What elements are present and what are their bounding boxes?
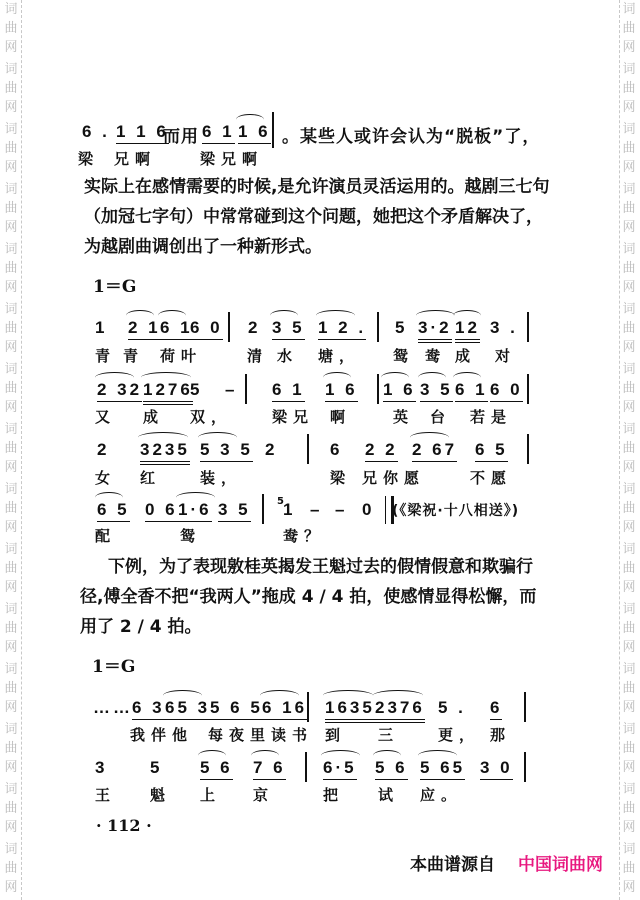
slur [95, 372, 134, 383]
lyric: 三 [378, 726, 400, 744]
watermark-char: 网 [622, 340, 636, 355]
watermark-char: 网 [4, 280, 18, 295]
lyric: 成 [143, 408, 165, 426]
slur [198, 432, 237, 443]
watermark-char: 曲 [4, 501, 18, 516]
note-group: 12 [455, 318, 480, 343]
note-group: 6·5 [323, 758, 357, 780]
note-group: 3 5 [420, 380, 453, 402]
lyric: 每夜里读书 [208, 726, 314, 744]
watermark-char: 曲 [622, 681, 636, 696]
note-group: 3 . [490, 318, 518, 337]
note-group: 3 5 [218, 500, 251, 522]
note-group: 0 [362, 500, 375, 519]
slur [373, 750, 401, 761]
lyric: 啊 [330, 408, 352, 426]
note-group: 1 [95, 318, 108, 337]
watermark-char: 曲 [622, 381, 636, 396]
lyric: 我伴他 [130, 726, 194, 744]
note-group: 1 6 [325, 380, 358, 402]
watermark-char: 词 [4, 842, 18, 857]
note-group: 6 5 [475, 440, 508, 462]
watermark-char: 词 [622, 482, 636, 497]
slur [321, 750, 360, 761]
note-group: 6 1 [202, 122, 235, 144]
note-group: 3 [95, 758, 108, 777]
barline [307, 434, 309, 464]
watermark-char: 网 [622, 880, 636, 895]
lyric: 若是 [470, 408, 513, 426]
lyric: 荷叶 [160, 347, 203, 365]
watermark-char: 曲 [4, 681, 18, 696]
lyric: 鸳 [180, 527, 202, 545]
note-group: 6 5 [97, 500, 130, 522]
note-group: 7 6 [253, 758, 286, 780]
watermark-char: 词 [4, 302, 18, 317]
note-group: 5 65 [420, 758, 465, 780]
watermark-char: 网 [622, 700, 636, 715]
barline [524, 752, 526, 782]
barline [245, 374, 247, 404]
note-group: 3 5 [272, 318, 305, 340]
slur [158, 310, 186, 321]
lyric: 英 [393, 408, 415, 426]
watermark-char: 词 [622, 242, 636, 257]
note-group: 1 6 [238, 122, 271, 144]
watermark-char: 曲 [622, 21, 636, 36]
lyric: 梁兄啊 [200, 150, 264, 168]
watermark-char: 网 [4, 100, 18, 115]
note-group: 1 1 6 [116, 122, 169, 144]
watermark-char: 词 [622, 542, 636, 557]
note-group: 1635 [325, 698, 375, 723]
watermark-char: 曲 [622, 741, 636, 756]
watermark-char: 网 [4, 580, 18, 595]
watermark-char: 网 [622, 220, 636, 235]
slur [138, 432, 188, 443]
note-group: 5 [395, 318, 408, 337]
slur [260, 690, 299, 701]
slur [141, 372, 191, 383]
lyric: 梁 [330, 469, 352, 487]
note-group: 5 [190, 380, 203, 399]
note-group: 6 1 [455, 380, 488, 402]
watermark-char: 曲 [4, 861, 18, 876]
note-group: 1 6 [383, 380, 416, 402]
lyric: 成 [455, 347, 477, 365]
watermark-char: 曲 [4, 141, 18, 156]
watermark-left [2, 0, 20, 900]
watermark-char: 曲 [4, 201, 18, 216]
watermark-char: 网 [622, 100, 636, 115]
watermark-char: 词 [622, 842, 636, 857]
note-group: 0 6 [145, 500, 178, 522]
slur [251, 750, 279, 761]
watermark-char: 词 [622, 62, 636, 77]
note-group: 2 32 [97, 380, 142, 402]
note-group: 65 3 [165, 698, 210, 720]
text-line: 径,傅全香不把“我两人”拖成 4 / 4 拍，使感情显得松懈，而 [80, 587, 537, 607]
note-group: 6 1 [272, 380, 305, 402]
note-group: 5 6 [375, 758, 408, 780]
note-group: 5 3 5 [200, 440, 253, 462]
note-group: 6 . [82, 122, 110, 141]
paragraph-1 [84, 172, 554, 262]
watermark-char: 曲 [622, 501, 636, 516]
watermark-char: 网 [4, 520, 18, 535]
note-group: 6 0 [190, 318, 223, 340]
note-group: 6 1 [160, 318, 193, 340]
watermark-char: 网 [622, 160, 636, 175]
watermark-char: 网 [622, 40, 636, 55]
watermark-char: 曲 [622, 141, 636, 156]
watermark-char: 网 [4, 880, 18, 895]
lyric: 把 [323, 786, 345, 804]
watermark-char: 词 [4, 182, 18, 197]
lyric: 上 [200, 786, 222, 804]
watermark-char: 曲 [4, 741, 18, 756]
watermark-char: 网 [4, 220, 18, 235]
lyric: 王 [95, 786, 117, 804]
note-group: 5 [150, 758, 163, 777]
watermark-char: 曲 [622, 861, 636, 876]
note-group: 5 . [438, 698, 466, 717]
watermark-char: 词 [4, 242, 18, 257]
watermark-char: 曲 [622, 81, 636, 96]
watermark-char: 词 [622, 662, 636, 677]
watermark-char: 词 [622, 182, 636, 197]
watermark-char: 网 [4, 340, 18, 355]
lyric: 更， [438, 726, 481, 744]
watermark-char: 网 [622, 520, 636, 535]
barline [262, 494, 264, 524]
note-group: 5 6 5 [210, 698, 263, 720]
watermark-char: 词 [622, 122, 636, 137]
paragraph-2 [80, 552, 560, 642]
watermark-char: 词 [4, 782, 18, 797]
watermark-char: 网 [622, 640, 636, 655]
lyric: 那 [490, 726, 512, 744]
note-group: …… [93, 698, 133, 717]
lyric: 梁 [78, 150, 100, 168]
watermark-right [620, 0, 638, 900]
margin-dashed-line-left [21, 0, 22, 900]
watermark-char: 网 [4, 640, 18, 655]
slur [418, 750, 457, 761]
watermark-char: 曲 [622, 801, 636, 816]
page-number: · 112 · [96, 816, 152, 835]
connector-text: 而用 [163, 127, 199, 147]
note-group: 1 [283, 500, 296, 519]
watermark-char: 网 [622, 280, 636, 295]
watermark-char: 曲 [4, 21, 18, 36]
watermark-char: 词 [622, 782, 636, 797]
watermark-char: 词 [4, 662, 18, 677]
lyric: 红 [140, 469, 162, 487]
lyric: 到 [325, 726, 347, 744]
text-line: 下例，为了表现敫桂英揭发王魁过去的假情假意和欺骗行 [108, 557, 533, 577]
note-group: 5 6 [200, 758, 233, 780]
watermark-char: 曲 [622, 261, 636, 276]
lyric: 魁 [150, 786, 172, 804]
barline [305, 752, 307, 782]
watermark-char: 曲 [4, 321, 18, 336]
lyric: 女 [95, 469, 117, 487]
watermark-char: 网 [4, 700, 18, 715]
lyric: 应。 [420, 786, 463, 804]
lyric: 鸳 [393, 347, 415, 365]
watermark-char: 网 [4, 400, 18, 415]
slur [416, 310, 455, 321]
watermark-char: 词 [4, 422, 18, 437]
note-group: 1276 [143, 380, 193, 405]
lyric: 清 [247, 347, 269, 365]
slur [163, 690, 202, 701]
watermark-char: 词 [622, 302, 636, 317]
watermark-char: 曲 [4, 801, 18, 816]
slur [95, 492, 123, 503]
note-group: 3·2 [418, 318, 452, 343]
lyric: 不愿 [470, 469, 513, 487]
text-line: 为越剧曲调创出了一种新形式。 [84, 237, 322, 257]
text-line: 实际上在感情需要的时候,是允许演员灵活运用的。越剧三七句 [84, 177, 550, 197]
lyric: 兄啊 [114, 150, 157, 168]
lyric: 试 [378, 786, 400, 804]
slur [236, 114, 264, 125]
slur [373, 690, 423, 701]
note-group: 2 [248, 318, 261, 337]
watermark-char: 网 [4, 820, 18, 835]
watermark-char: 词 [622, 722, 636, 737]
barline [272, 112, 274, 148]
lyric: 又 [95, 408, 117, 426]
note-group: 6 [490, 698, 502, 720]
lyric: 京 [253, 786, 275, 804]
slur [126, 310, 154, 321]
lyric: 梁兄 [272, 408, 315, 426]
note-group: 2376 [375, 698, 425, 723]
watermark-char: 网 [4, 460, 18, 475]
watermark-char: 词 [622, 2, 636, 17]
lyric: 双， [190, 408, 233, 426]
key-signature-1: 1＝G [93, 277, 137, 297]
watermark-char: 词 [622, 422, 636, 437]
barline [527, 374, 529, 404]
barline [527, 312, 529, 342]
watermark-char: 网 [4, 40, 18, 55]
slur [176, 492, 215, 503]
watermark-char: 曲 [622, 561, 636, 576]
note-group: – [335, 500, 348, 519]
lyric: 鸯 [425, 347, 447, 365]
watermark-char: 词 [622, 362, 636, 377]
note-group: 3235 [140, 440, 190, 465]
slur [323, 690, 373, 701]
footer-source-label: 本曲谱源自 [410, 855, 495, 875]
note-group: – [225, 380, 238, 399]
watermark-char: 曲 [622, 201, 636, 216]
note-group: 2 1 [128, 318, 161, 340]
watermark-char: 网 [4, 760, 18, 775]
watermark-char: 网 [622, 460, 636, 475]
slur [410, 432, 449, 443]
lyric: 塘， [318, 347, 361, 365]
slur [198, 750, 226, 761]
lyric: 青 [123, 347, 145, 365]
slur [323, 372, 351, 383]
watermark-char: 词 [4, 122, 18, 137]
slur [316, 310, 355, 321]
watermark-char: 曲 [4, 261, 18, 276]
grace-note: 5 [277, 496, 284, 507]
watermark-char: 词 [4, 362, 18, 377]
lyric: 装， [200, 469, 243, 487]
lyric: 青 [95, 347, 117, 365]
watermark-char: 曲 [4, 621, 18, 636]
watermark-char: 网 [622, 580, 636, 595]
note-group: 2 [265, 440, 278, 459]
lyric: 台 [430, 408, 452, 426]
note-group: 1 2 . [318, 318, 366, 340]
note-group: 2 [97, 440, 110, 459]
watermark-char: 网 [4, 160, 18, 175]
intro-tail-text: 。某些人或许会认为“脱板”了， [282, 127, 541, 147]
note-group: 6 16 [262, 698, 307, 720]
barline [228, 312, 230, 342]
watermark-char: 网 [622, 820, 636, 835]
text-line: 用了 2 / 4 拍。 [80, 617, 202, 637]
watermark-char: 曲 [4, 381, 18, 396]
watermark-char: 词 [4, 2, 18, 17]
lyric: 配 [95, 527, 117, 545]
watermark-char: 词 [4, 542, 18, 557]
note-group: 6 3 [132, 698, 165, 720]
barline [527, 434, 529, 464]
note-group: – [310, 500, 323, 519]
slur [270, 310, 298, 321]
watermark-char: 词 [4, 722, 18, 737]
barline [377, 374, 379, 404]
watermark-char: 曲 [622, 621, 636, 636]
barline [307, 692, 309, 722]
source-citation: (《梁祝·十八相送》) [392, 503, 520, 519]
lyric: 鸯？ [283, 527, 326, 545]
watermark-char: 词 [4, 62, 18, 77]
watermark-char: 曲 [622, 441, 636, 456]
watermark-char: 曲 [4, 81, 18, 96]
slur [418, 372, 446, 383]
note-group: 1·6 [178, 500, 212, 522]
footer-site-name: 中国词曲网 [518, 855, 603, 875]
barline [524, 692, 526, 722]
lyric: 水 [277, 347, 299, 365]
note-group: 3 0 [480, 758, 513, 780]
slur [381, 372, 409, 383]
watermark-char: 曲 [622, 321, 636, 336]
key-signature-2: 1＝G [92, 657, 136, 677]
lyric: 对 [495, 347, 517, 365]
watermark-char: 词 [4, 482, 18, 497]
watermark-char: 曲 [4, 561, 18, 576]
note-group: 6 0 [490, 380, 523, 402]
lyric: 兄你愿 [362, 469, 426, 487]
watermark-char: 词 [4, 602, 18, 617]
watermark-char: 网 [622, 760, 636, 775]
slur [453, 372, 481, 383]
note-group: 6 [330, 440, 343, 459]
note-group: 2 2 [365, 440, 398, 462]
barline [377, 312, 379, 342]
watermark-char: 词 [622, 602, 636, 617]
text-line: （加冠七字句）中常常碰到这个问题，她把这个矛盾解决了， [84, 207, 543, 227]
watermark-char: 曲 [4, 441, 18, 456]
note-group: 2 67 [412, 440, 457, 462]
watermark-char: 网 [622, 400, 636, 415]
slur [453, 310, 481, 321]
